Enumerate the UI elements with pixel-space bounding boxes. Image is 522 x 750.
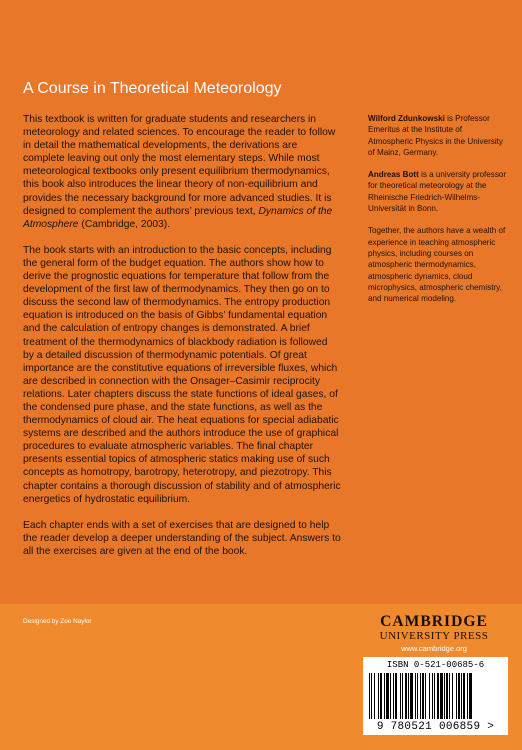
barcode-bar: [456, 673, 457, 719]
description-paragraph-1: [23, 113, 341, 231]
barcode-bar: [440, 673, 443, 719]
author-1-name: Wilford Zdunkowski: [368, 114, 445, 123]
barcode-bar: [402, 673, 403, 719]
barcode-bar: [390, 673, 391, 719]
author-bio-1: [368, 113, 508, 158]
barcode-bar: [467, 673, 468, 719]
barcode-bar: [400, 673, 401, 719]
barcode-bar: [374, 673, 375, 719]
barcode-bar: [420, 673, 421, 719]
barcode-bar: [369, 673, 370, 719]
barcode-bar: [378, 673, 379, 719]
barcode-panel: [363, 657, 508, 735]
isbn-label: ISBN 0-521-00685-6: [386, 660, 485, 670]
barcode-bar: [444, 673, 445, 719]
author-2-bio-text: is a university professor for theoretical meteorology at the Rheinische Friedrich-Wilhelms-Universität in Bonn.: [368, 170, 507, 214]
barcode-bar: [461, 673, 462, 719]
barcode-icon: [369, 673, 502, 719]
barcode-bar: [425, 673, 426, 719]
publisher-logo: [354, 614, 514, 654]
barcode-bar: [386, 673, 389, 719]
book-title: A Course in Theoretical Meteorology: [23, 80, 282, 97]
description-column: [23, 113, 341, 571]
barcode-bar: [422, 673, 424, 719]
barcode-bar: [437, 673, 439, 719]
paragraph-1-end: (Cambridge, 2003).: [78, 218, 171, 230]
author-bio-2: [368, 169, 508, 214]
barcode-bar: [395, 673, 397, 719]
authors-together-text: Together, the authors have a wealth of experience in teaching atmospheric physics, including courses on atmospheric thermodynamics, atmospheric dynamics, cloud microphysics, atmospheric chemistry, and numerical modeling.: [368, 226, 506, 304]
publisher-press: UNIVERSITY PRESS: [379, 630, 489, 642]
barcode-bar: [463, 673, 465, 719]
barcode-bar: [393, 673, 394, 719]
isbn-barcode-number: 9 780521 006859 >: [376, 721, 495, 733]
description-paragraph-3: Each chapter ends with a set of exercises that are designed to help the reader develop a deeper understanding of the subject. Answers to all the exercises are given at the end of the book.: [23, 519, 341, 557]
designer-credit: Designed by Zoe Naylor: [23, 618, 92, 625]
barcode-bar: [405, 673, 407, 719]
barcode-bar: [384, 673, 385, 719]
publisher-name: CAMBRIDGE: [380, 613, 488, 630]
barcode-bar: [458, 673, 460, 719]
barcode-bar: [446, 673, 448, 719]
barcode-bar: [429, 673, 430, 719]
barcode-bar: [380, 673, 382, 719]
author-bios: [368, 113, 508, 315]
paragraph-1-text: This textbook is written for graduate students and researchers in meteorology and related sciences. To encourage the reader to follow in detail the mathematical developments, the derivations are complete leaving out only the most elementary steps. While most meteorological textbooks only present equilibrium thermodynamics, this book also introduces the linear theory of non-equilibrium and provides the necessary background for more advanced studies. It is designed to complement the authors’ previous text,: [23, 114, 336, 217]
barcode-bar: [415, 673, 416, 719]
barcode-bar: [434, 673, 435, 719]
description-paragraph-2: The book starts with an introduction to the basic concepts, including the general form of the budget equation. The authors show how to derive the prognostic equations for temperature that follow from the development of the first law of thermodynamics. They then go on to discuss the second law of thermodynamics. The entropy production equation is introduced on the basis of Gibbs’ fundamental equation and the calculation of entropy changes is demonstrated. A brief treatment of the thermodynamics of blackbody radiation is followed by a detailed discussion of thermodynamic potentials. Of great importance are the constitutive equations of irreversible fluxes, which are described in connection with the Onsager–Casimir reciprocity relations. Later chapters discuss the state functions of ideal gases, of the condensed pure phase, and the state functions, as well as the thermodynamics of cloud air. The heat equations for special adiabatic systems are described and the authors introduce the use of graphical procedures to evaluate atmospheric variables. The final chapter presents essential topics of atmospheric statics making use of such concepts as homotropy, barotropy, heterotropy, and piezotropy. This chapter contains a thorough discussion of stability and of atmospheric energetics of hydrostatic equilibrium.: [23, 244, 341, 505]
barcode-bar: [469, 673, 472, 719]
barcode-bar: [449, 673, 450, 719]
barcode-bar: [417, 673, 418, 719]
barcode-bar: [432, 673, 433, 719]
barcode-bar: [410, 673, 413, 719]
barcode-bar: [371, 673, 372, 719]
previous-book-title: Dynamics of the Atmosphere: [23, 205, 333, 230]
author-1-bio-text: is Professor Emeritus at the Institute of Atmospheric Physics in the University of Mainz, Germany.: [368, 114, 503, 157]
publisher-url: www.cambridge.org: [401, 644, 467, 653]
barcode-bar: [452, 673, 453, 719]
author-2-name: Andreas Bott: [368, 170, 419, 180]
barcode-bar: [408, 673, 409, 719]
